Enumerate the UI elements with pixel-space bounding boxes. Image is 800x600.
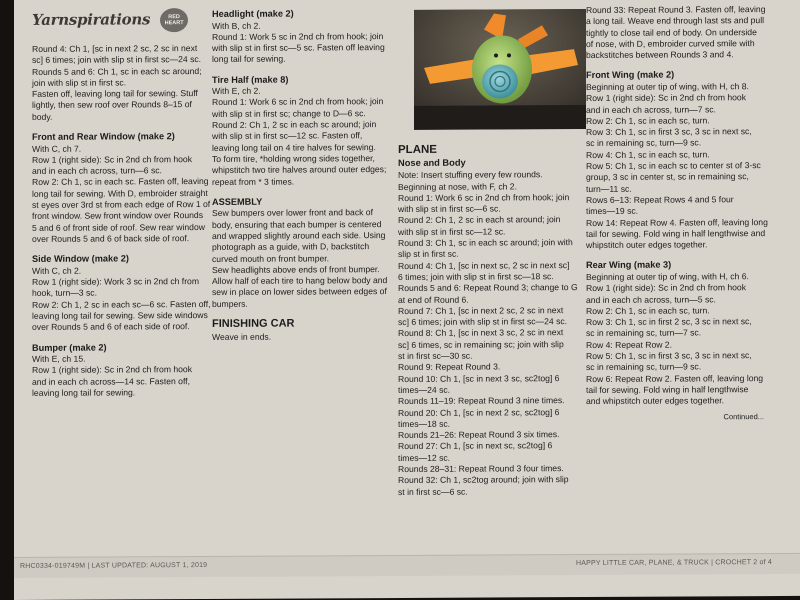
section-heading-rear-wing: Rear Wing (make 3): [586, 259, 672, 271]
text-line: With E, ch 15.: [32, 353, 86, 364]
text-line: hook, turn—3 sc.: [32, 287, 97, 299]
text-line: Round 9: Repeat Round 3.: [398, 361, 501, 373]
text-line: With C, ch 7.: [32, 143, 82, 154]
text-line: photograph as a guide, with D, backstitch: [212, 241, 370, 253]
text-line: with slip st in first sc—5 sc. Fasten off leaving: [212, 42, 385, 54]
footer-pattern-id: RHC0334-019749M | LAST UPDATED: AUGUST 1, 2019: [20, 561, 208, 570]
text-line: Rounds 21–26: Repeat Round 3 six times.: [398, 429, 560, 441]
text-line: times—12 sc.: [398, 452, 451, 463]
column-4: [586, 4, 772, 423]
text-line: and in each ch across, turn—6 sc.: [32, 165, 162, 177]
page-footer: [14, 553, 800, 578]
section-heading-assembly: ASSEMBLY: [212, 196, 263, 207]
text-line: Rounds 5 and 6: Ch 1, sc in each sc around;: [32, 65, 202, 77]
text-line: Beginning at outer tip of wing, with H, ch 8.: [586, 81, 749, 92]
text-line: Round 20: Ch 1, [sc in next 2 sc, sc2tog] 6: [398, 406, 560, 418]
tire-half-instructions: [212, 85, 392, 188]
text-line: body.: [32, 111, 53, 122]
text-line: Round 33: Repeat Round 3. Fasten off, leaving: [586, 4, 766, 16]
section-heading-plane: PLANE: [398, 143, 437, 156]
text-line: whipstitch two tire halves around outer edges;: [212, 164, 387, 176]
text-line: with slip st in first sc—6 sc.: [398, 203, 501, 215]
section-heading-finishing-car: FINISHING CAR: [212, 317, 295, 330]
text-line: Row 3: Ch 1, sc in first 3 sc, 3 sc in next sc,: [586, 126, 752, 138]
text-line: and in each ch across—14 sc. Fasten off,: [32, 375, 190, 387]
text-line: front window. Sew front window over Rounds: [32, 210, 204, 222]
text-line: Row 1 (right side): Sc in 2nd ch from hook: [586, 92, 747, 104]
column-3: [398, 143, 582, 498]
section-heading-front-rear-window: Front and Rear Window (make 2): [32, 131, 175, 142]
text-line: with slip st in first sc—12 sc.: [398, 226, 506, 237]
text-line: times—19 sc.: [586, 205, 639, 217]
text-line: and in each ch across, turn—5 sc.: [586, 293, 716, 305]
text-line: Row 4: Ch 1, sc in each sc, turn.: [586, 149, 710, 160]
subheading-nose-and-body: Nose and Body: [398, 157, 466, 168]
text-line: st eyes over 3rd st from each edge of Row 1 of: [32, 199, 211, 210]
plane-nose-body-instructions: [398, 169, 582, 498]
text-line: Row 2: Ch 1, sc in each sc. Fasten off, leaving: [32, 176, 209, 188]
text-line: Round 8: Ch 1, [sc in next 3 sc, 2 sc in next: [398, 327, 564, 339]
text-line: Round 4: Ch 1, [sc in next sc, 2 sc in next sc]: [398, 259, 570, 271]
text-line: sc in remaining sc, turn—9 sc.: [586, 137, 702, 149]
text-line: long tail for sewing.: [212, 53, 286, 65]
text-line: st in first sc—6 sc.: [398, 486, 468, 497]
text-line: Round 2: Ch 1, 2 sc in each st around; join: [398, 214, 561, 226]
text-line: join with slip st in first sc.: [32, 77, 127, 88]
text-line: Note: Insert stuffing every few rounds.: [398, 169, 543, 181]
text-line: With E, ch 2.: [212, 85, 261, 97]
text-line: To form tire, *holding wrong sides together,: [212, 153, 375, 164]
text-line: repeat from * 3 times.: [212, 176, 295, 187]
text-line: of nose, with D, embroider curved smile with: [586, 38, 755, 49]
text-line: Weave in ends.: [212, 331, 272, 342]
footer-title-page-number: HAPPY LITTLE CAR, PLANE, & TRUCK | CROCHET 2 of 4: [575, 559, 772, 568]
text-line: With C, ch 2.: [32, 265, 82, 276]
headlight-instructions: [212, 20, 392, 66]
text-line: Rounds 11–19: Repeat Round 3 nine times.: [398, 395, 565, 407]
text-line: whipstitch outer edges together.: [586, 239, 708, 251]
text-line: Round 10: Ch 1, [sc in next 3 sc, sc2tog] 6: [398, 372, 560, 384]
text-line: long tail for sewing. With D, embroider straight: [32, 187, 208, 199]
text-line: slip st in first sc.: [398, 249, 459, 260]
text-line: body, ensuring that each bumper is centered: [212, 218, 382, 230]
column-2: [212, 6, 392, 343]
text-line: Row 5: Ch 1, sc in first 3 sc, 3 sc in next sc,: [586, 350, 752, 362]
text-line: Row 5: Ch 1, sc in each sc to center st of 3-sc: [586, 160, 761, 172]
text-line: Rounds 28–31: Repeat Round 3 four times.: [398, 463, 564, 475]
text-line: times—24 sc.: [398, 384, 451, 395]
continued-note: Continued...: [723, 411, 764, 421]
text-line: sc in remaining sc, turn—9 sc.: [586, 361, 702, 373]
section-heading-headlight: Headlight (make 2): [212, 8, 294, 19]
text-line: Round 1: Work 6 sc in 2nd ch from hook; join: [212, 96, 384, 108]
section-heading-tire-half: Tire Half (make 8): [212, 74, 289, 85]
text-line: Row 14: Repeat Row 4. Fasten off, leaving long: [586, 216, 768, 228]
text-line: sc] 6 times, sc in remaining sc; join with slip: [398, 338, 564, 350]
round-33-instructions: [586, 4, 772, 61]
text-line: Row 2: Ch 1, sc in each sc, turn.: [586, 305, 710, 316]
text-line: Row 2: Ch 1, sc in each sc, turn.: [586, 115, 710, 126]
text-line: with slip st in first sc—12 sc. Fasten off,: [212, 130, 363, 142]
text-line: Row 1 (right side): Sc in 2nd ch from hook: [586, 282, 747, 294]
brand-wordmark: Yarnspirations: [32, 10, 151, 30]
text-line: Sew headlights above ends of front bumper.: [212, 263, 380, 275]
text-line: Rows 6–13: Repeat Rows 4 and 5 four: [586, 194, 734, 205]
bumper-instructions: [32, 353, 210, 399]
red-heart-logo-icon: RED HEART: [160, 8, 188, 32]
text-line: Row 3: Ch 1, sc in first 2 sc, 3 sc in next sc,: [586, 316, 752, 328]
text-line: Beginning at nose, with F, ch 2.: [398, 180, 517, 192]
text-line: curved mouth on front bumper.: [212, 252, 330, 264]
text-line: lightly, then sew roof over Rounds 8–15 of: [32, 99, 192, 111]
text-line: over Rounds 5 and 6 of each side of roof.: [32, 321, 190, 333]
text-line: Row 4: Repeat Row 2.: [586, 339, 672, 350]
text-line: sc] 6 times; join with slip st in first sc—24 sc.: [398, 316, 568, 328]
text-line: tightly to close tail end of body. On underside: [586, 26, 757, 38]
text-line: Round 4: Ch 1, [sc in next 2 sc, 2 sc in next: [32, 43, 198, 54]
text-line: group, 3 sc in center st, sc in remaining sc,: [586, 171, 749, 183]
front-rear-window-instructions: [32, 143, 210, 246]
text-line: st in first sc—30 sc.: [398, 350, 473, 362]
text-line: bumpers.: [212, 298, 248, 309]
text-line: Round 1: Work 6 sc in 2nd ch from hook; join: [398, 191, 570, 203]
side-window-instructions: [32, 265, 210, 334]
text-line: times—18 sc.: [398, 418, 451, 429]
section-heading-side-window: Side Window (make 2): [32, 253, 129, 265]
text-line: with slip st in first sc; change to D—6 sc.: [212, 107, 366, 119]
text-line: Row 1 (right side): Sc in 2nd ch from hook: [32, 364, 193, 376]
text-line: 6 times; join with slip st in first sc—18 sc.: [398, 271, 554, 282]
text-line: sc in remaining sc, turn—7 sc.: [586, 327, 702, 339]
plane-photo: [414, 9, 586, 130]
text-line: Beginning at outer tip of wing, with H, ch 6.: [586, 271, 749, 282]
text-line: tail for sewing. Fold wing in half lengthwise and: [586, 227, 766, 239]
text-line: Round 27: Ch 1, [sc in next sc, sc2tog] 6: [398, 440, 553, 452]
pattern-page: [14, 0, 800, 600]
text-line: Rounds 5 and 6: Repeat Round 3; change to G: [398, 282, 578, 294]
text-line: and wrapped slightly around each side. Using: [212, 230, 386, 241]
text-line: leaving long tail on 4 tire halves for sewing.: [212, 141, 376, 153]
front-wing-instructions: [586, 81, 772, 251]
column-1: [32, 7, 210, 399]
text-line: sew in place on lower sides between edges of: [212, 286, 387, 298]
text-line: Sew bumpers over lower front and back of: [212, 207, 373, 219]
text-line: Allow half of each tire to hang below body and: [212, 275, 388, 287]
text-line: leaving long tail for sewing.: [32, 387, 136, 398]
text-line: leaving long tail for sewing. Sew side windows: [32, 309, 208, 321]
section-heading-front-wing: Front Wing (make 2): [586, 70, 675, 81]
text-line: at end of Round 6.: [398, 294, 469, 305]
text-line: a long tail. Weave end through last sts and pull: [586, 15, 765, 27]
text-line: turn—11 sc.: [586, 183, 632, 194]
text-line: Row 1 (right side): Work 3 sc in 2nd ch from: [32, 276, 199, 287]
text-line: 5 and 6 of front side of roof. Sew rear window: [32, 221, 205, 233]
rear-wing-instructions: [586, 271, 772, 408]
text-line: over Rounds 5 and 6 of back side of roof.: [32, 233, 190, 244]
text-line: Row 6: Repeat Row 2. Fasten off, leaving long: [586, 372, 764, 384]
text-line: Row 1 (right side): Sc in 2nd ch from hook: [32, 153, 193, 165]
text-line: sc] 6 times; join with slip st in first sc—24 sc.: [32, 54, 202, 66]
text-line: and in each ch across, turn—7 sc.: [586, 103, 716, 115]
text-line: Round 7: Ch 1, [sc in next 2 sc, 2 sc in next: [398, 304, 564, 316]
text-line: backstitches between Rounds 3 and 4.: [586, 49, 734, 61]
text-line: Row 2: Ch 1, 2 sc in each sc—6 sc. Fasten off,: [32, 298, 211, 310]
text-line: tail for sewing. Fold wing in half lengthwise: [586, 384, 749, 395]
text-line: Round 32: Ch 1, sc2tog around; join with slip: [398, 474, 569, 486]
car-body-intro: [32, 43, 210, 123]
plane-toy-illustration: [414, 9, 586, 130]
text-line: Round 2: Ch 1, 2 sc in each sc around; join: [212, 119, 377, 131]
text-line: Fasten off, leaving long tail for sewing. Stuff: [32, 88, 198, 100]
text-line: Round 1: Work 5 sc in 2nd ch from hook; join: [212, 30, 384, 42]
section-heading-bumper: Bumper (make 2): [32, 342, 107, 353]
text-line: With B, ch 2.: [212, 20, 261, 31]
finishing-car-instructions: [212, 331, 392, 343]
brand-logo: [32, 7, 210, 34]
text-line: and whipstitch outer edges together.: [586, 395, 725, 407]
assembly-instructions: [212, 207, 392, 310]
text-line: Round 3: Ch 1, sc in each sc around; join with: [398, 237, 573, 249]
